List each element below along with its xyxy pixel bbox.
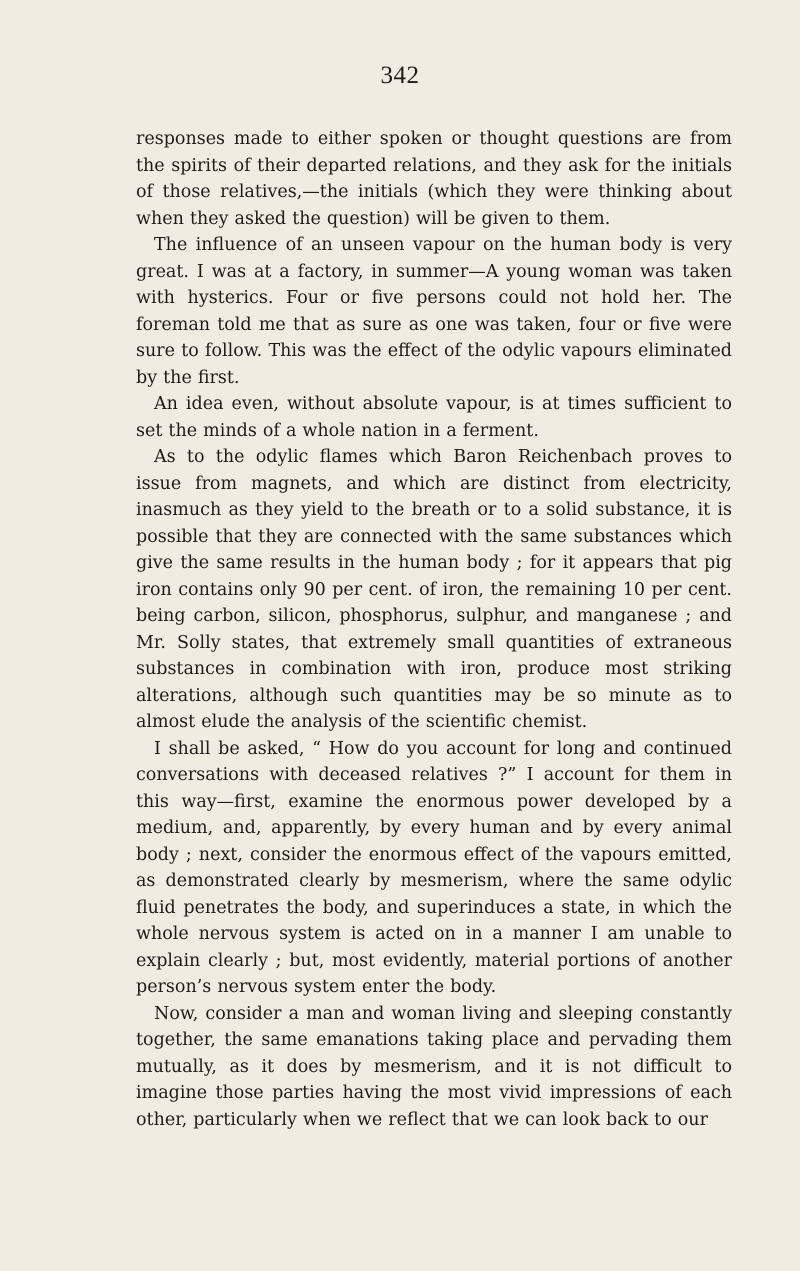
paragraph: responses made to either spoken or thought questions are from the spirits of their departed relations, and they ask for the initials of those relatives,—the initials (which they were thinking about when they asked the question) will be given to them. bbox=[136, 129, 732, 229]
paragraph: Now, consider a man and woman living and sleeping constantly together, the same emanations taking place and pervading them mutually, as it does by mesmerism, and it is not difficult to imagine those parties having the most vivid impressions of each other, particularly when we reflect that we can look back to our bbox=[136, 1003, 732, 1130]
paragraph: The influence of an unseen vapour on the human body is very great. I was at a factory, in summer—A young woman was taken with hysterics. Four or five persons could not hold her. The foreman told me that as sure as one was taken, four or five were sure to follow. This was the effect of the odylic vapours eliminated by the first. bbox=[136, 235, 732, 388]
body-text bbox=[136, 126, 732, 1133]
paragraph: I shall be asked, “ How do you account for long and continued conversations with deceased relatives ?” I account for them in this way—first, examine the enormous power developed by a medium, and, apparently, by every human and by every animal body ; next, consider the enormous effect of the vapours emitted, as demonstrated clearly by mesmerism, where the same odylic fluid penetrates the body, and superinduces a state, in which the whole nervous system is acted on in a manner I am unable to explain clearly ; but, most evidently, material portions of another person’s nervous system enter the body. bbox=[136, 738, 732, 997]
paragraph: As to the odylic flames which Baron Reichenbach proves to issue from magnets, and which are distinct from electricity, inasmuch as they yield to the breath or to a solid substance, it is possible that they are connected with the same substances which give the same results in the human body ; for it appears that pig iron contains only 90 per cent. of iron, the remaining 10 per cent. being carbon, silicon, phosphorus, sulphur, and manganese ; and Mr. Solly states, that extremely small quantities of extraneous substances in combination with iron, produce most striking alterations, although such quantities may be so minute as to almost elude the analysis of the scientific chemist. bbox=[136, 447, 732, 732]
paragraph: An idea even, without absolute vapour, is at times sufficient to set the minds of a whole nation in a ferment. bbox=[136, 394, 732, 441]
page-number: 342 bbox=[380, 62, 420, 89]
